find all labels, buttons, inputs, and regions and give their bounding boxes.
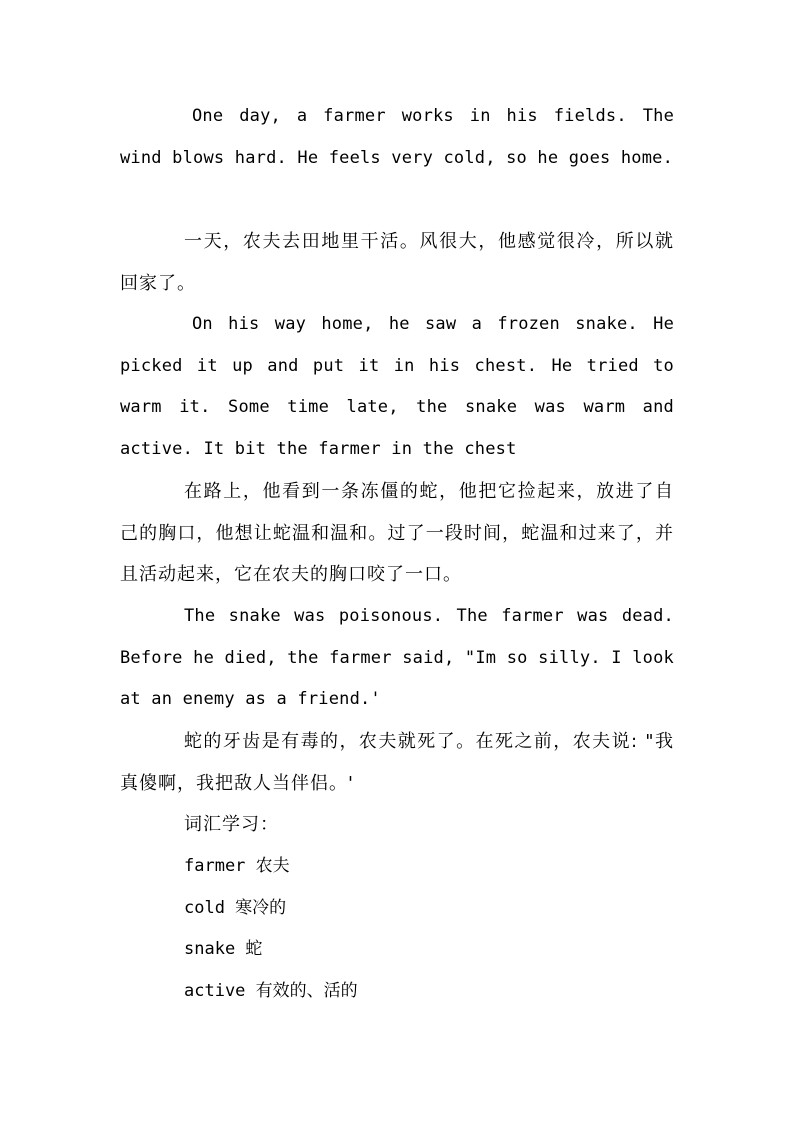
paragraph-chinese-3: 蛇的牙齿是有毒的，农夫就死了。在死之前，农夫说: "我真傻啊，我把敌人当伴侣。' [120,731,674,794]
vocabulary-item: cold 寒冷的 [184,898,287,918]
vocabulary-item: active 有效的、活的 [184,981,358,1001]
paragraph-chinese-2: 在路上，他看到一条冻僵的蛇，他把它捡起来，放进了自己的胸口，他想让蛇温和温和。过了一段时间，蛇温和过来了，并且活动起来，它在农夫的胸口咬了一口。 [120,481,674,586]
vocabulary-title: 词汇学习： [184,814,279,835]
paragraph-english-1: One day, a farmer works in his fields. The wind blows hard. He feels very cold, so he goes home. [120,106,674,168]
paragraph-english-3: The snake was poisonous. The farmer was dead. Before he died, the farmer said, "Im so silly. I look at an enemy as a friend.' [120,606,674,710]
vocabulary-item: snake 蛇 [184,939,263,959]
paragraph-english-2: On his way home, he saw a frozen snake. He picked it up and put it in his chest. He tried to warm it. Some time late, the snake was warm and active. It bit the farmer in the chest [120,314,674,459]
paragraph-chinese-1: 一天，农夫去田地里干活。风很大，他感觉很冷，所以就回家了。 [120,231,674,294]
vocabulary-item: farmer 农夫 [184,856,290,876]
